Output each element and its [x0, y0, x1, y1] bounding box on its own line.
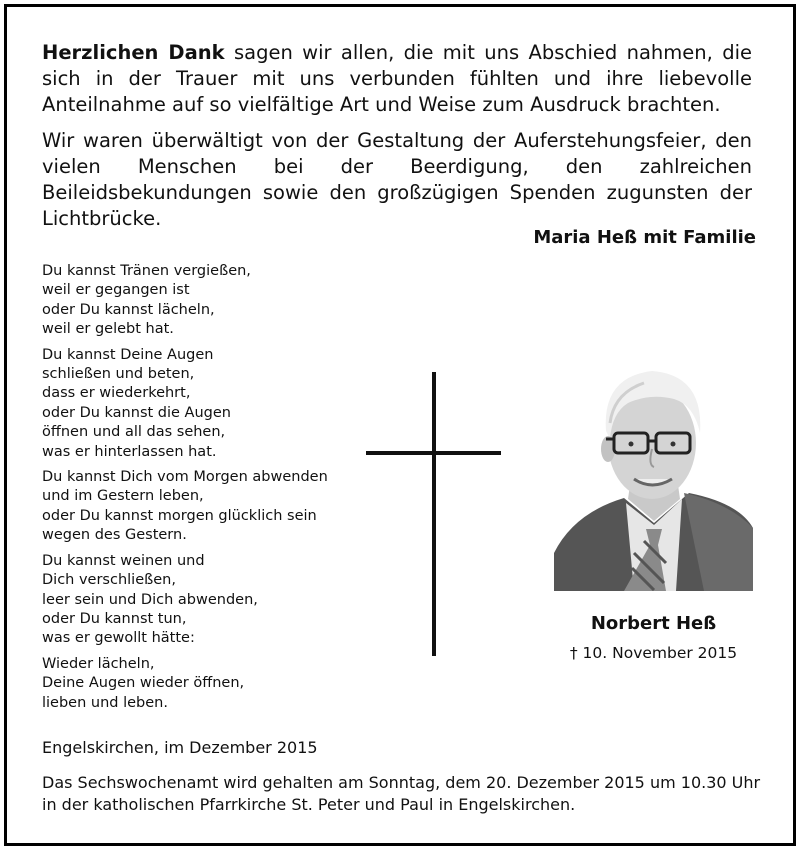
poem-line: leer sein und Dich abwenden, [42, 591, 258, 608]
poem-line: oder Du kannst die Augen [42, 404, 231, 421]
poem-line: was er gewollt hätte: [42, 630, 195, 647]
poem-line: lieben und leben. [42, 694, 168, 711]
cross-horizontal-bar [366, 451, 501, 455]
poem-line: und im Gestern leben, [42, 488, 204, 505]
thanks-paragraph [42, 40, 752, 118]
cross-vertical-bar [432, 372, 436, 656]
poem-stanza [42, 552, 362, 649]
deceased-name: Norbert Heß [590, 613, 717, 634]
poem [42, 262, 362, 719]
poem-line: wegen des Gestern. [42, 527, 187, 544]
poem-line: dass er wiederkehrt, [42, 385, 191, 402]
signature: Maria Heß mit Familie [533, 227, 756, 248]
poem-stanza [42, 346, 362, 462]
poem-line: schließen und beten, [42, 366, 195, 383]
poem-line: Deine Augen wieder öffnen, [42, 675, 245, 692]
poem-line: Wieder lächeln, [42, 655, 155, 672]
service-notice: Das Sechswochenamt wird gehalten am Sonntag, dem 20. Dezember 2015 um 10.30 Uhr in der katholischen Pfarrkirche St. Peter und Paul in Engelskirchen. [42, 773, 761, 814]
poem-line: öffnen und all das sehen, [42, 424, 226, 441]
thanks-heading: Herzlichen Dank [42, 41, 225, 64]
poem-line: oder Du kannst tun, [42, 610, 187, 627]
poem-line: oder Du kannst lächeln, [42, 301, 215, 318]
gratitude-paragraph: Wir waren überwältigt von der Gestaltung der Auferstehungsfeier, den vielen Menschen bei der Beerdigung, den zahlreichen Beileidsbekundungen sowie den großzügigen Spenden zugunsten der Lichtbrücke. [42, 129, 752, 230]
poem-stanza [42, 468, 362, 546]
thanks-text: sagen wir allen, die mit uns Abschied nahmen, die sich in der Trauer mit uns verbunden fühlten und ihre liebevolle Anteilnahme auf so vielfältige Art und Weise zum Ausdruck brachten. [42, 41, 752, 116]
poem-line: oder Du kannst morgen glücklich sein [42, 507, 317, 524]
death-date: † 10. November 2015 [569, 644, 738, 662]
poem-line: Du kannst weinen und [42, 552, 205, 569]
poem-line: Du kannst Deine Augen [42, 346, 214, 363]
poem-line: was er hinterlassen hat. [42, 443, 217, 460]
poem-line: Du kannst Dich vom Morgen abwenden [42, 469, 328, 486]
poem-stanza [42, 262, 362, 340]
poem-line: Dich verschließen, [42, 572, 176, 589]
poem-line: weil er gelebt hat. [42, 321, 174, 338]
poem-line: Du kannst Tränen vergießen, [42, 263, 251, 279]
place-date: Engelskirchen, im Dezember 2015 [42, 738, 318, 757]
portrait-photo [554, 353, 753, 591]
poem-stanza [42, 655, 362, 713]
poem-line: weil er gegangen ist [42, 282, 190, 299]
